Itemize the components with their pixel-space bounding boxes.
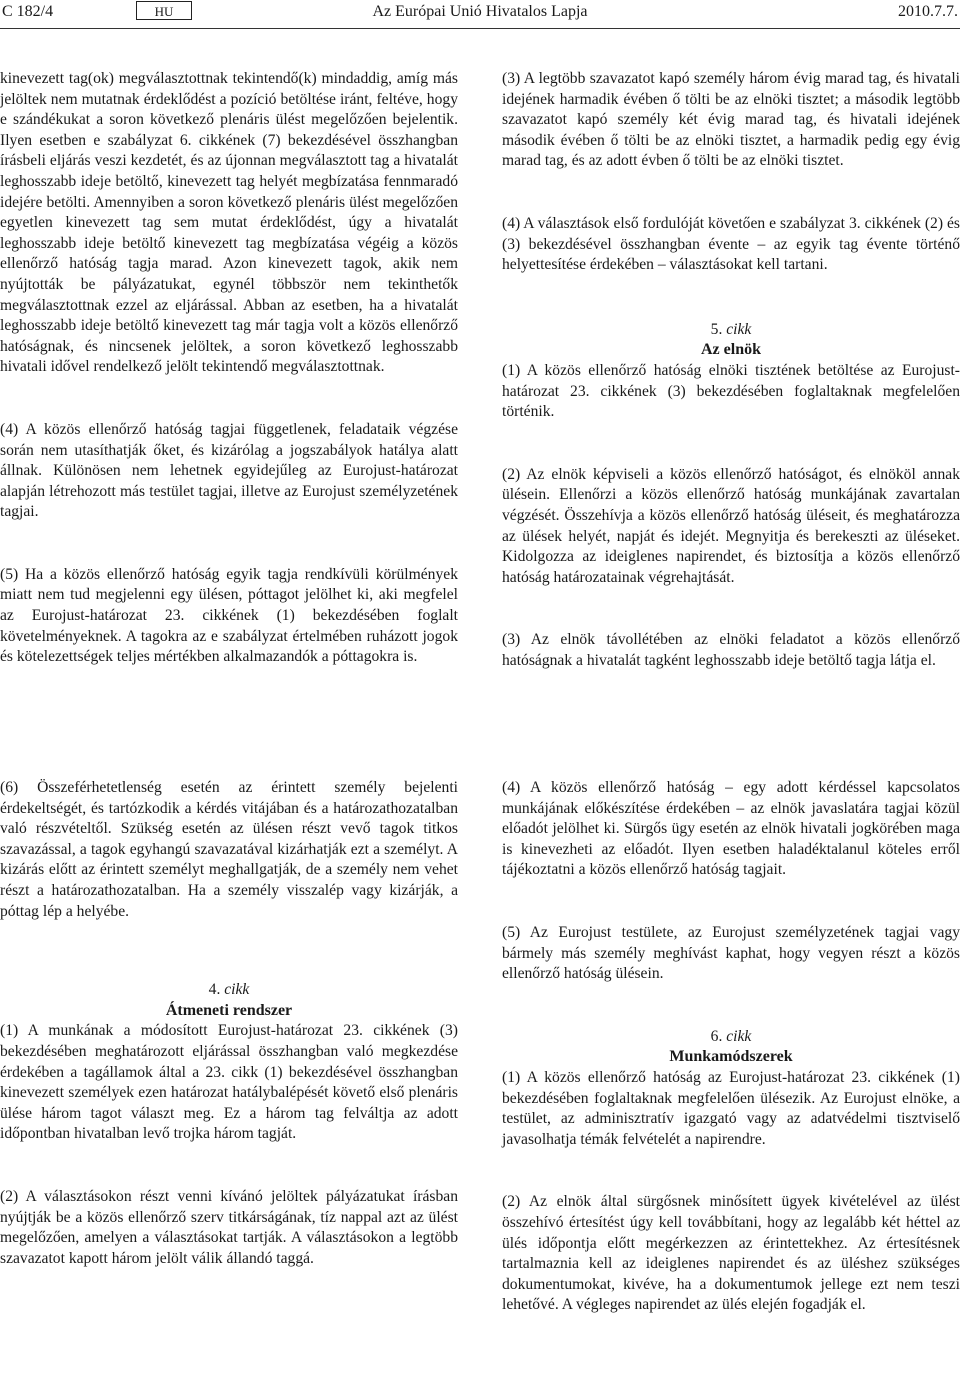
paragraph: (4) A választások első fordulóját követően e szabályzat 3. cikkének (2) és (3) bekezdésével összhangban évente – az egyik tag évente történő helyettesítése érdekében – választásokat kell tartani. bbox=[502, 214, 960, 274]
top-right-column bbox=[502, 69, 960, 671]
bottom-right-column bbox=[502, 778, 960, 1316]
paragraph: (2) Az elnök által sürgősnek minősített ügyek kivételével az ülést összehívó értesítést úgy kell továbbítani, hogy az legalább két héttel az ülés időpontja előtt megérkezzen az érintettekhez. Az értesítésnek tartalmaznia kell az ideiglenes napirendet és az üléshez szükséges dokumentumokat, kivéve, ha a dokumentumok jellege ezt nem teszi lehetővé. A végleges napirendet az ülés elején fogadják el. bbox=[502, 1193, 960, 1314]
paragraph: (3) A legtöbb szavazatot kapó személy három évig marad tag, és hivatali idejének harmadik évében ő tölti be az elnöki tisztet; a második legtöbb szavazatot kapó személy két évig marad tag, és hivatali idejének második évében ő tölti be az elnöki tisztet, a harmadik pedig egy évig marad tag, és az adott évben ő tölti be az elnöki tisztet. bbox=[502, 70, 960, 170]
paragraph: (5) Ha a közös ellenőrző hatóság egyik tagja rendkívüli körülmények miatt nem tud megjelenni egy ülésen, póttagot jelölhet ki, aki megfelel az Eurojust-határozat 23. cikkének (1) bekezdésében foglalt követelményeknek. A tagokra az e szabályzat értelmében ruházott jogok és kötelezettségek teljes mértékben alkalmazandók a póttagokra is. bbox=[0, 565, 458, 666]
paragraph: (1) A közös ellenőrző hatóság az Eurojust-határozat 23. cikkének (1) bekezdésében foglaltaknak megfelelően ülésezik. Az Eurojust elnöke, a testület, az adminisztratív igazgató vagy az adatvédelmi tisztviselő javasolhatja témák felvételét a napirendre. bbox=[502, 1068, 960, 1148]
paragraph: (1) A munkának a módosított Eurojust-határozat 23. cikkének (3) bekezdésében meghatározott eljárással összhangban való megkezdése érdekében a tagállamok által a 23. cikk (1) bekezdésével összhangban kinevezett személyek ezen határozat hatálybalépését követő első plenáris ülése három tagot választ meg. Ez a három tag felváltja az adott időpontban hivatalban levő trojka három tagját. bbox=[0, 1022, 458, 1143]
publication-date: 2010.7.7. bbox=[898, 3, 958, 20]
page-reference: C 182/4 bbox=[2, 3, 54, 20]
paragraph: (3) Az elnök távollétében az elnöki feladatot a közös ellenőrző hatóságnak a hivatalát tagként leghosszabb ideje betöltő tagja látja el. bbox=[502, 631, 960, 669]
page-header bbox=[0, 0, 960, 26]
article-title: Átmeneti rendszer bbox=[165, 1001, 293, 1019]
article-title: Munkamódszerek bbox=[669, 1048, 793, 1066]
paragraph: (4) A közös ellenőrző hatóság – egy adott kérdéssel kapcsolatos munkájának előkészítése érdekében – az elnök javaslatára tagjai közül előadót jelölhet ki. Sürgős ügy esetén az elnök hivatali jogkörében maga is kinevezheti az előadót. Ilyen esetben haladéktalanul köteles erről tájékoztatni a közös ellenőrző hatóság tagjait. bbox=[502, 779, 960, 879]
header-divider bbox=[0, 28, 960, 29]
article-number: 4. cikk bbox=[208, 981, 250, 999]
article-number: 5. cikk bbox=[710, 320, 752, 338]
language-code-box: HU bbox=[136, 1, 192, 20]
bottom-left-column bbox=[0, 778, 458, 1269]
paragraph: (5) Az Eurojust testülete, az Eurojust személyzetének tagjai vagy bármely más személy meghívást kaphat, hogy vegyen részt a közös ellenőrző hatóság ülésein. bbox=[502, 923, 960, 983]
paragraph: kinevezett tag(ok) megválasztottnak tekintendő(k) mindaddig, amíg más jelöltek nem mutatnak érdeklődést a pozíció betöltése iránt, feltéve, hogy e szándékukat a soron következő plenáris ülést megelőzően bejelentik. Ilyen esetben e szabályzat 6. cikkének (7) bekezdésével összhangban írásbeli eljárás veszi kezdetét, és az újonnan megválasztott tag a hivatalát leghosszabb ideje betöltő, kinevezett tag helyét megbízatása fennmaradó idejére betölti. Amennyiben a soron következő plenáris ülést megelőzően egyetlen kinevezett tag sem mutat érdeklődést, úgy a hivatalát leghosszabb ideje betöltő kinevezett tag megbízatása végéig a közös ellenőrző hatóság tagja marad. Azon kinevezett tagok, akik nem nyújtották be pályázatukat, egynél többször nem tekinthetők megválasztottnak ezzel az eljárással. Abban az esetben, ha a hivatalát leghosszabb ideje betöltő kinevezett tag már tagja volt a közös ellenőrző hatóságnak, és nincsenek jelöltek, a soron következő leghosszabb hivatali idővel rendelkező jelölt tekintendő megválasztottnak. bbox=[0, 70, 458, 376]
article-title: Az elnök bbox=[701, 341, 761, 359]
journal-title: Az Európai Unió Hivatalos Lapja bbox=[372, 3, 588, 20]
top-left-column bbox=[0, 69, 458, 668]
paragraph: (4) A közös ellenőrző hatóság tagjai függetlenek, feladataik végzése során nem utasíthatják őket, és kizárólag a jogszabályok hatálya alatt állnak. Különösen nem lehetnek egyidejűleg az Eurojust-határozat alapján létrehozott más testület tagjai, illetve az Eurojust személyzetének tagjai. bbox=[0, 420, 458, 521]
article-number: 6. cikk bbox=[710, 1027, 752, 1045]
paragraph: (1) A közös ellenőrző hatóság elnöki tisztének betöltése az Eurojust-határozat 23. cikkének (3) bekezdésében foglaltaknak megfelelően történik. bbox=[502, 361, 960, 421]
paragraph: (2) A választásokon részt venni kívánó jelöltek pályázatukat írásban nyújtják be a közös ellenőrző szerv titkárságának, tíz nappal azt az ülést megelőzően, amelyen a választásokat tartják. A választásokon a legtöbb szavazatot kapott három jelölt válik állandó taggá. bbox=[0, 1187, 458, 1267]
paragraph: (6) Összeférhetetlenség esetén az érintett személy bejelenti érdekeltségét, és tartózkodik a kérdés vitájában és a határozathozatalban való részvételtől. Szükség esetén az ülésen részt vevő tagok titkos szavazással, a tagok egyhangú szavazatával kizárhatják ezt a személyt. A kizárás előtt az érintett személyt meghallgatják, de a személy nem vehet részt a határozathozatalban. Ha a személy visszalép vagy kizárják, a póttag lép a helyébe. bbox=[0, 779, 458, 920]
paragraph: (2) Az elnök képviseli a közös ellenőrző hatóságot, és elnököl annak ülésein. Ellenőrzi a közös ellenőrző hatóság munkájának zavartalan végzését. Összehívja a közös ellenőrző hatóság üléseit, és meghatározza az ülések helyét, napját és idejét. Megnyitja és berekeszti az üléseket. Kidolgozza az ideiglenes napirendet, és biztosítja a közös ellenőrző hatóság határozatainak végrehajtását. bbox=[502, 465, 960, 586]
